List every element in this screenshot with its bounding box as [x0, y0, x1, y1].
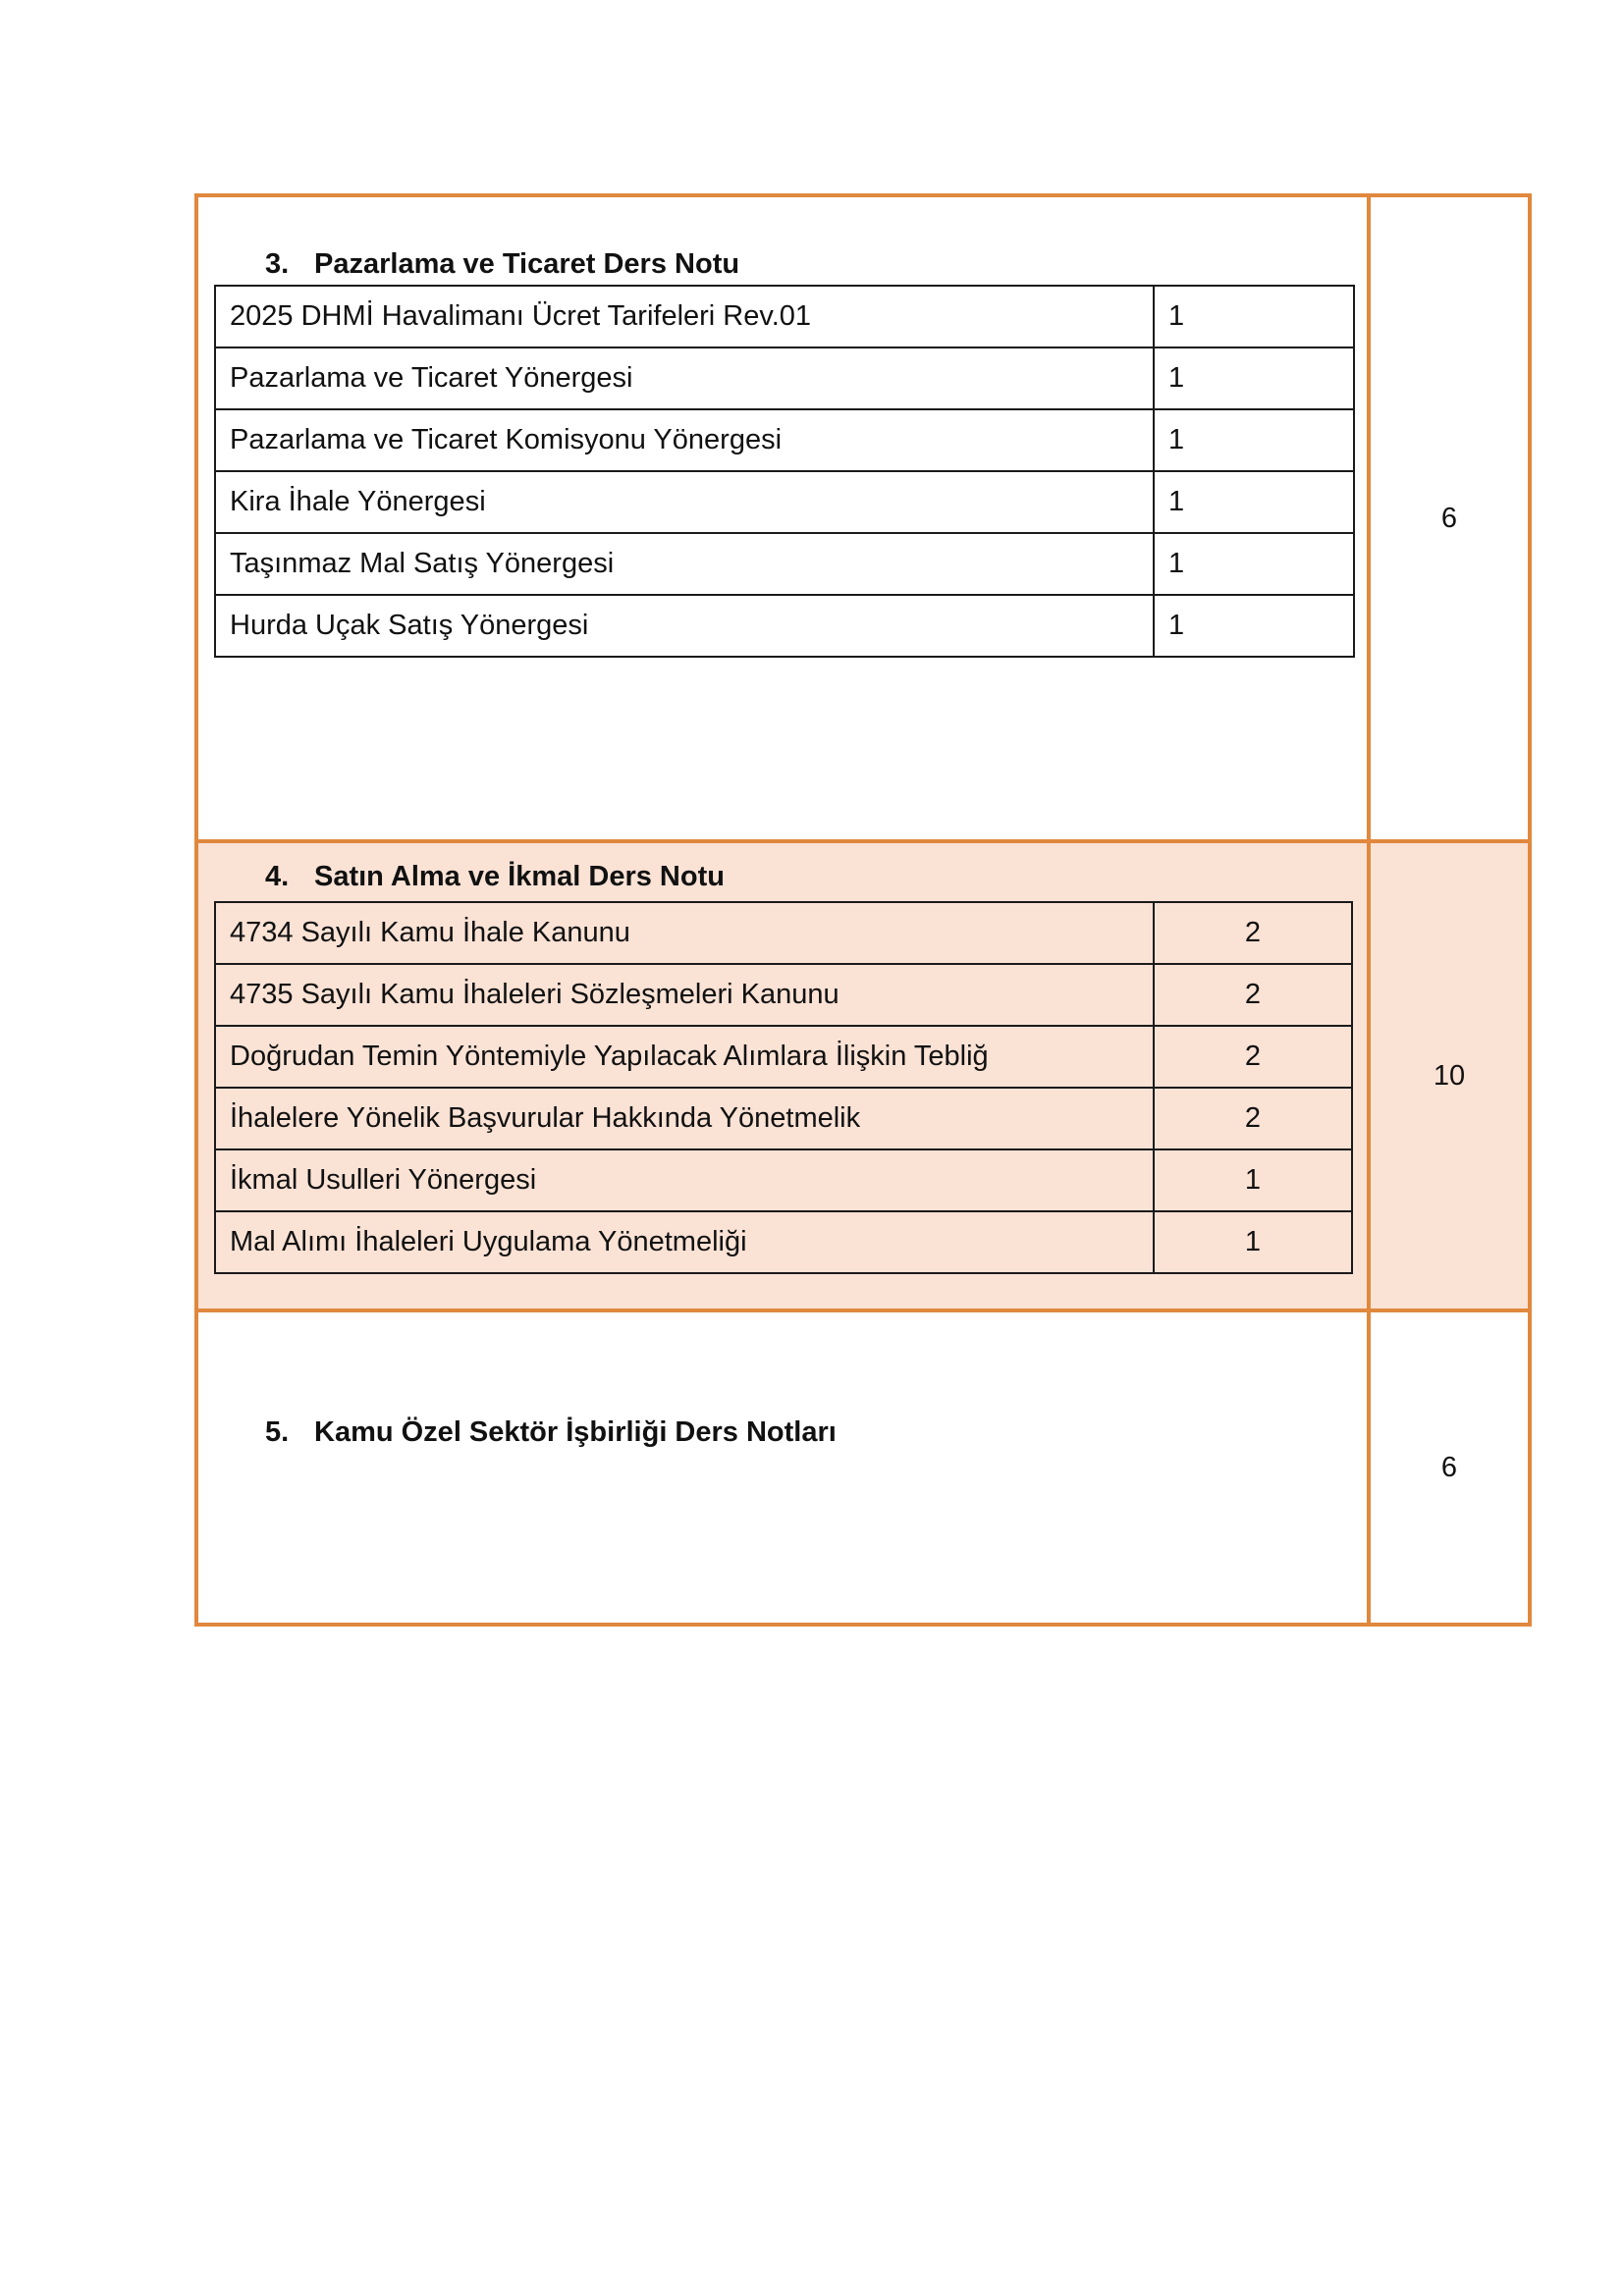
- document-name: Mal Alımı İhaleleri Uygulama Yönetmeliği: [215, 1211, 1154, 1273]
- document-name: İhalelere Yönelik Başvurular Hakkında Yönetmelik: [215, 1088, 1154, 1149]
- document-name: 4735 Sayılı Kamu İhaleleri Sözleşmeleri Kanunu: [215, 964, 1154, 1026]
- section-title: [198, 248, 1367, 281]
- document-list: [214, 901, 1353, 1274]
- table-row: [215, 409, 1354, 471]
- section-total: 6: [1369, 1310, 1530, 1625]
- table-row: [215, 1149, 1352, 1211]
- section-title: [198, 1416, 1367, 1449]
- table-row: [215, 902, 1352, 964]
- document-count: 1: [1154, 595, 1354, 657]
- section-number: 3.: [265, 248, 290, 280]
- table-row: [215, 964, 1352, 1026]
- section-title-text: Kamu Özel Sektör İşbirliği Ders Notları: [314, 1416, 837, 1448]
- document-count: 2: [1154, 902, 1352, 964]
- section-number: 4.: [265, 861, 290, 892]
- section-content: [196, 841, 1369, 1310]
- table-row: [215, 286, 1354, 347]
- document-name: Taşınmaz Mal Satış Yönergesi: [215, 533, 1154, 595]
- table-row: [215, 533, 1354, 595]
- section-row: [196, 1310, 1530, 1625]
- document-count: 1: [1154, 533, 1354, 595]
- document-count: 1: [1154, 347, 1354, 409]
- document-name: Kira İhale Yönergesi: [215, 471, 1154, 533]
- document-name: Pazarlama ve Ticaret Yönergesi: [215, 347, 1154, 409]
- document-name: Doğrudan Temin Yöntemiyle Yapılacak Alımlara İlişkin Tebliğ: [215, 1026, 1154, 1088]
- section-title: [198, 861, 1367, 893]
- document-count: 1: [1154, 471, 1354, 533]
- table-row: [215, 1026, 1352, 1088]
- table-row: [215, 1088, 1352, 1149]
- section-number: 5.: [265, 1416, 290, 1448]
- document-count: 1: [1154, 409, 1354, 471]
- document-name: İkmal Usulleri Yönergesi: [215, 1149, 1154, 1211]
- table-row: [215, 471, 1354, 533]
- document-count: 1: [1154, 1211, 1352, 1273]
- document-name: 4734 Sayılı Kamu İhale Kanunu: [215, 902, 1154, 964]
- table-row: [215, 347, 1354, 409]
- document-count: 1: [1154, 286, 1354, 347]
- section-content: [196, 195, 1369, 841]
- section-total: 10: [1369, 841, 1530, 1310]
- document-name: Hurda Uçak Satış Yönergesi: [215, 595, 1154, 657]
- section-content: [196, 1310, 1369, 1625]
- document-count: 2: [1154, 964, 1352, 1026]
- document-count: 2: [1154, 1026, 1352, 1088]
- course-notes-table: [194, 193, 1532, 1627]
- document-count: 1: [1154, 1149, 1352, 1211]
- document-name: Pazarlama ve Ticaret Komisyonu Yönergesi: [215, 409, 1154, 471]
- document-count: 2: [1154, 1088, 1352, 1149]
- document-list: [214, 285, 1355, 658]
- section-title-text: Satın Alma ve İkmal Ders Notu: [314, 861, 725, 892]
- document-name: 2025 DHMİ Havalimanı Ücret Tarifeleri Rev.01: [215, 286, 1154, 347]
- section-total: 6: [1369, 195, 1530, 841]
- table-row: [215, 1211, 1352, 1273]
- section-title-text: Pazarlama ve Ticaret Ders Notu: [314, 248, 740, 280]
- section-row: [196, 195, 1530, 841]
- table-row: [215, 595, 1354, 657]
- section-row: [196, 841, 1530, 1310]
